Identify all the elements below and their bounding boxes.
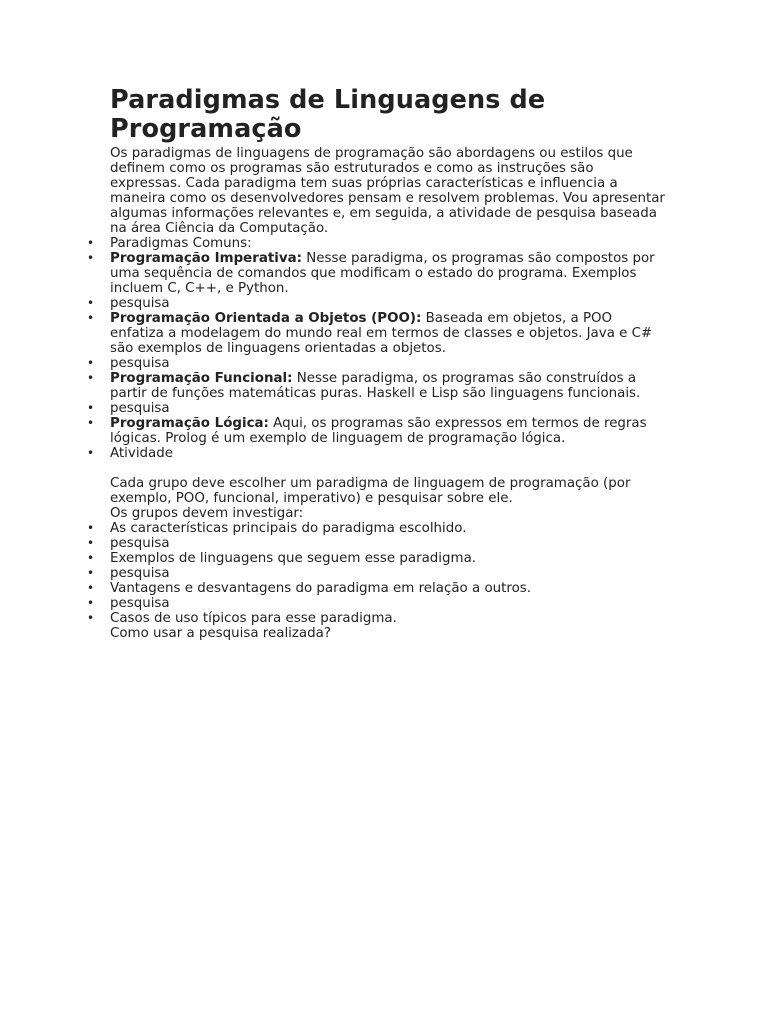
page-title: Paradigmas de Linguagens de Programação xyxy=(110,85,546,144)
list-item xyxy=(110,251,666,296)
list-item xyxy=(110,401,666,416)
document-page xyxy=(110,86,666,641)
list-item: • pesquisa xyxy=(110,566,666,581)
list-item-text: pesquisa xyxy=(110,296,170,311)
blank-line xyxy=(110,461,666,476)
list-item-text: pesquisa xyxy=(110,401,170,416)
list-item xyxy=(110,416,666,446)
list-item-text: Aqui, os programas são expressos em termos de regras lógicas. Prolog é um exemplo de linguagem de programação lógica. xyxy=(110,416,647,446)
list-item: • Vantagens e desvantagens do paradigma em relação a outros. xyxy=(110,581,666,596)
list-item xyxy=(110,356,666,371)
list-item-text: Baseada em objetos, a POO enfatiza a modelagem do mundo real em termos de classes e objetos. Java e C# são exemplos de linguagens orientadas a objetos. xyxy=(110,311,653,356)
list-item: • As características principais do paradigma escolhido. xyxy=(110,521,666,536)
activity-intro: Cada grupo deve escolher um paradigma de linguagem de programação (por exemplo, POO, funcional, imperativo) e pesquisar sobre ele. xyxy=(110,476,631,506)
list-item xyxy=(110,236,666,251)
paradigms-list xyxy=(110,236,666,461)
list-item-bold: Programação Orientada a Objetos (POO): xyxy=(110,311,422,326)
list-item xyxy=(110,311,666,356)
list-item-text: pesquisa xyxy=(110,356,170,371)
list-item-bold: Programação Imperativa: xyxy=(110,251,303,266)
list-item: • pesquisa xyxy=(110,596,666,611)
list-item: • Exemplos de linguagens que seguem esse paradigma. xyxy=(110,551,666,566)
list-item: • pesquisa xyxy=(110,536,666,551)
list-item-text: Atividade xyxy=(110,446,173,461)
list-item-text: Nesse paradigma, os programas são compostos por uma sequência de comandos que modificam o estado do programa. Exemplos incluem C, C++, e Python. xyxy=(110,251,655,296)
list-item: • Casos de uso típicos para esse paradigma. xyxy=(110,611,666,626)
investigation-list xyxy=(110,521,666,626)
list-item-text: Paradigmas Comuns: xyxy=(110,236,252,251)
list-item-bold: Programação Lógica: xyxy=(110,416,269,431)
intro-paragraph: Os paradigmas de linguagens de programação são abordagens ou estilos que definem como os programas são estruturados e como as instruções são expressas. Cada paradigma tem suas próprias características e influencia a maneira como os desenvolvedores pensam e resolvem problemas. Vou apresentar algumas informações relevantes e, em seguida, a atividade de pesquisa baseada na área Ciência da Computação. xyxy=(110,146,665,236)
list-item-text: Nesse paradigma, os programas são construídos a partir de funções matemáticas puras. Haskell e Lisp são linguagens funcionais. xyxy=(110,371,641,401)
list-item xyxy=(110,371,666,401)
activity-subintro: Os grupos devem investigar: xyxy=(110,506,304,521)
list-item xyxy=(110,446,666,461)
closing-question: Como usar a pesquisa realizada? xyxy=(110,626,331,641)
list-item-bold: Programação Funcional: xyxy=(110,371,293,386)
list-item xyxy=(110,296,666,311)
